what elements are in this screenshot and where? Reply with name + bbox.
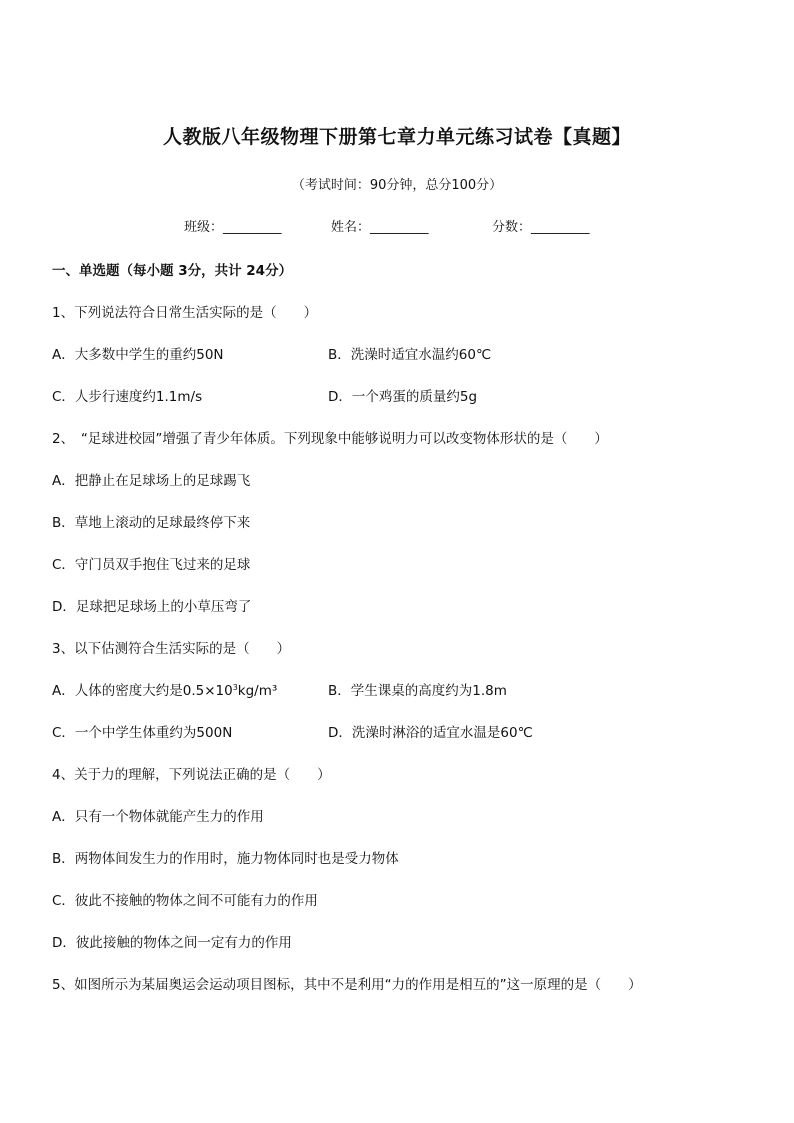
question-4-option-d: D．彼此接触的物体之间一定有力的作用 (52, 935, 292, 951)
exam-title: 人教版八年级物理下册第七章力单元练习试卷【真题】 (162, 126, 631, 148)
section-title: 一、单选题（每小题 3分，共计 24分） (52, 263, 293, 279)
option-a-text: A．人体的密度大约是0.5×10 (52, 683, 233, 699)
question-1-option-a: A．大多数中学生的重约50N (52, 347, 224, 363)
question-3-option-a (52, 679, 277, 699)
option-a-exponent: 3 (232, 683, 238, 692)
question-3-stem: 3、以下估测符合生活实际的是（ ） (52, 641, 291, 657)
question-5-stem: 5、如图所示为某届奥运会运动项目图标，其中不是利用“力的作用是相互的”这一原理的是（ ） (52, 977, 642, 993)
option-a-unit: kg/m³ (237, 683, 278, 699)
question-1-stem: 1、下列说法符合日常生活实际的是（ ） (52, 305, 318, 321)
question-4-option-c: C．彼此不接触的物体之间不可能有力的作用 (52, 893, 318, 909)
score-field: 分数：_________ (492, 220, 590, 235)
question-1-option-c: C．人步行速度约1.1m/s (52, 389, 203, 405)
question-1-option-b: B．洗澡时适宜水温约60℃ (328, 347, 492, 363)
question-2-option-d: D．足球把足球场上的小草压弯了 (52, 599, 252, 615)
class-field: 班级：_________ (184, 220, 282, 235)
question-4-option-a: A．只有一个物体就能产生力的作用 (52, 809, 264, 825)
exam-subtitle: （考试时间：90分钟，总分100分） (291, 178, 503, 193)
name-field: 姓名：_________ (331, 220, 429, 235)
question-2-stem: 2、 “足球进校园”增强了青少年体质。下列现象中能够说明力可以改变物体形状的是（ ） (52, 431, 608, 447)
question-3-option-b: B．学生课桌的高度约为1.8m (328, 683, 507, 699)
question-2-option-b: B．草地上滚动的足球最终停下来 (52, 515, 251, 531)
question-2-option-a: A．把静止在足球场上的足球踢飞 (52, 473, 251, 489)
question-3-option-d: D．洗澡时淋浴的适宜水温是60℃ (328, 725, 533, 741)
question-4-option-b: B．两物体间发生力的作用时，施力物体同时也是受力物体 (52, 851, 399, 867)
question-2-option-c: C．守门员双手抱住飞过来的足球 (52, 557, 251, 573)
question-4-stem: 4、关于力的理解，下列说法正确的是（ ） (52, 767, 331, 783)
question-1-option-d: D．一个鸡蛋的质量约5g (328, 389, 478, 405)
question-3-option-c: C．一个中学生体重约为500N (52, 725, 233, 741)
